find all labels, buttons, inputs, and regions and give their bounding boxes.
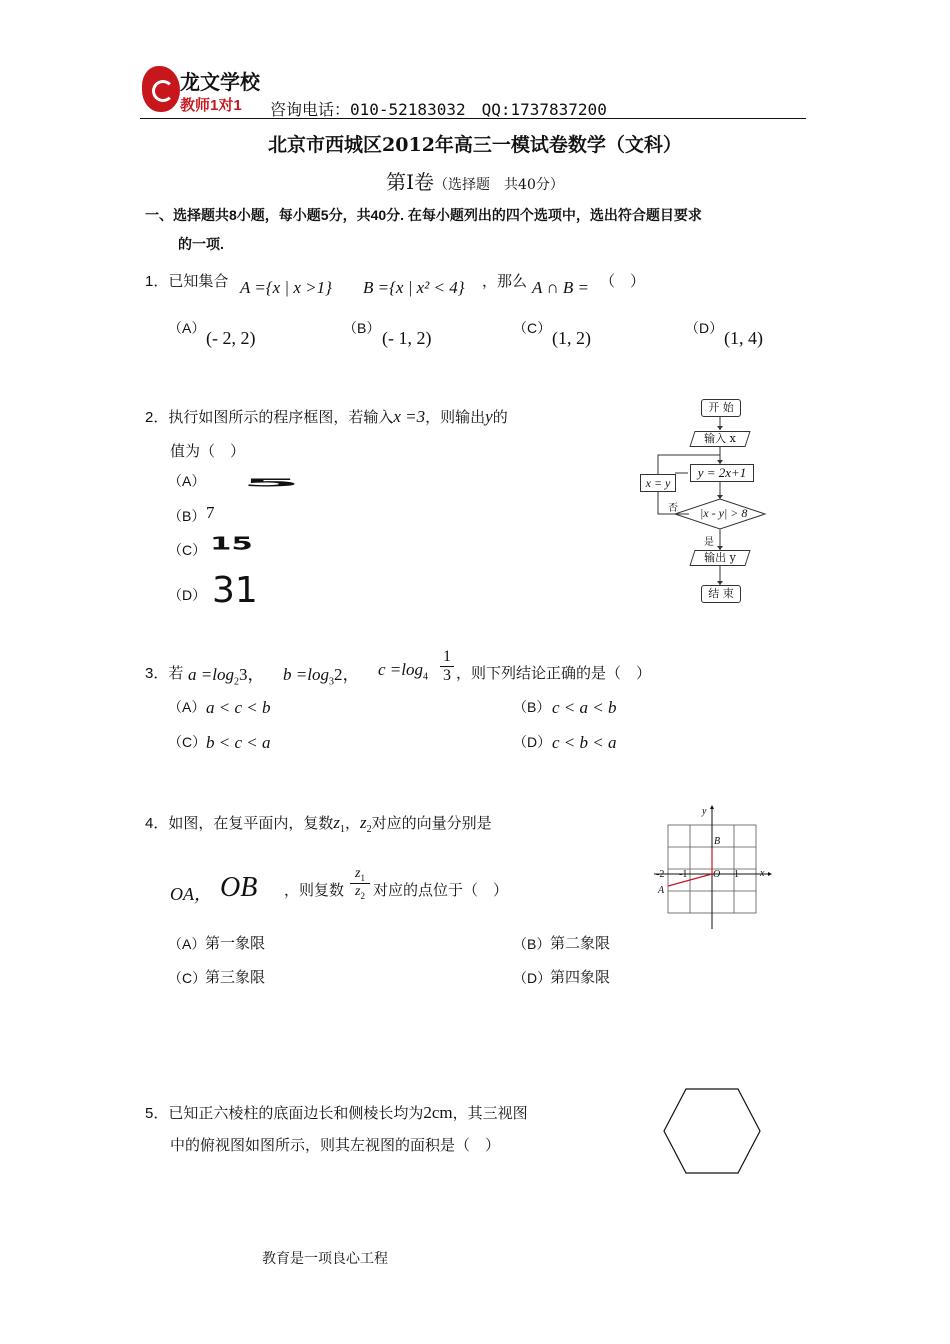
- question-text: ，其三视图: [452, 1104, 528, 1122]
- expr-a: $a =\log_23$，: [188, 665, 265, 688]
- question-3-suffix: ，则下列结论正确的是（ ）: [456, 664, 652, 682]
- option-label-b: （B）: [513, 699, 551, 715]
- question-text: 的: [492, 408, 508, 426]
- question-2-cont: 值为（ ）: [170, 442, 246, 460]
- option-value-c: (1, 2): [552, 328, 591, 348]
- question-number: 3．: [145, 665, 169, 682]
- option-value-b: (- 1, 2): [382, 328, 432, 348]
- axis-x-label: x: [760, 868, 765, 879]
- frac-num-sub: 1: [360, 872, 365, 883]
- question-text-then: ，那么: [482, 272, 528, 290]
- option-label-c: （C）: [513, 320, 552, 336]
- option-label-d: （D）: [168, 587, 207, 603]
- vector-oa: OA，: [170, 884, 212, 904]
- option-label-a: （A）: [168, 320, 206, 336]
- page-title: 北京市西城区2012年高三一模试卷数学（文科）: [268, 134, 682, 156]
- volume-note: （选择题 共40分）: [434, 177, 564, 193]
- option-label-a: （A）: [168, 699, 206, 715]
- option-label-b: （B）: [343, 320, 381, 336]
- vector-ob: OB: [220, 872, 258, 903]
- output-var: y: [485, 407, 493, 426]
- question-text: 如图，在复平面内，复数: [168, 814, 334, 832]
- flowchart-start: 开 始: [701, 399, 741, 417]
- question-1: [145, 270, 228, 291]
- option-value-c: 15: [210, 534, 253, 555]
- option-label-d: （D）: [513, 734, 552, 750]
- var-z2-sub: 2: [366, 824, 372, 835]
- flowchart-assign: x = y: [640, 474, 676, 492]
- point-b-label: B: [714, 836, 721, 847]
- log-b-base: 3: [328, 676, 334, 688]
- option-value-d: (1, 4): [724, 328, 763, 348]
- flowchart-yes-label: 是: [704, 537, 714, 548]
- tick-label: -2: [656, 869, 665, 880]
- question-text: 若: [168, 664, 184, 682]
- origin-label: O: [713, 869, 721, 880]
- flowchart-process: y = 2x+1: [690, 464, 754, 482]
- volume-title: 第Ⅰ卷: [386, 170, 435, 194]
- question-text: 执行如图所示的程序框图，若输入: [168, 408, 394, 426]
- question-text: 已知集合: [168, 272, 229, 290]
- header-divider: [140, 118, 806, 119]
- fraction-denominator: [350, 883, 370, 901]
- contact-info: 咨询电话：010-52183032 QQ:1737837200: [270, 100, 607, 119]
- flowchart-lines: [630, 395, 770, 605]
- log-b: b =log: [283, 665, 329, 684]
- log-a-base: 2: [233, 676, 239, 688]
- tick-label: -1: [679, 869, 688, 880]
- set-b: B ={x | x² < 4}: [363, 278, 465, 297]
- hexagon-top-view: [660, 1085, 764, 1177]
- option-label-c: （C）: [168, 542, 207, 558]
- var-z1: z: [333, 813, 340, 832]
- question-4-text4: 对应的点位于（ ）: [373, 881, 509, 899]
- fraction-c: [440, 648, 454, 685]
- volume-heading: [0, 166, 950, 195]
- option-value-a: 5: [242, 476, 301, 490]
- section-instruction-cont: 的一项.: [178, 236, 224, 252]
- log-c-base: 4: [423, 671, 428, 683]
- footer-text: 教育是一项良心工程: [262, 1251, 388, 1267]
- question-5-cont: 中的俯视图如图所示，则其左视图的面积是（ ）: [170, 1136, 501, 1154]
- fraction-z1-z2: [350, 866, 370, 901]
- option-label-d: （D）: [513, 970, 552, 986]
- option-value-a: a < c < b: [206, 698, 271, 717]
- flowchart-output: 输出 y: [692, 550, 748, 566]
- flowchart-no-label: 否: [668, 503, 678, 514]
- school-name: 龙文学校: [180, 72, 260, 94]
- edge-length: 2cm: [423, 1103, 453, 1122]
- var-z1-sub: 1: [339, 824, 345, 835]
- option-value-b: c < a < b: [552, 698, 617, 717]
- option-value-c: 第三象限: [205, 968, 266, 986]
- option-value-c: b < c < a: [206, 733, 271, 752]
- intersection-expr: A ∩ B =: [532, 278, 589, 297]
- option-value-a: 第一象限: [205, 934, 266, 952]
- answer-blank: （ ）: [600, 272, 646, 290]
- log-a: a =log: [188, 665, 234, 684]
- option-value-d: 第四象限: [550, 968, 611, 986]
- option-value-b: 第二象限: [550, 934, 611, 952]
- question-text: 对应的向量分别是: [371, 814, 492, 832]
- log-a-arg: 3: [238, 665, 248, 684]
- expr-b: $b =\log_32$，: [283, 665, 360, 688]
- option-label-c: （C）: [168, 734, 207, 750]
- flowchart-input: 输入 x: [692, 431, 748, 447]
- fraction-denominator: 3: [440, 666, 454, 685]
- option-value-b: 7: [206, 503, 215, 522]
- vector-oa-label: OA: [170, 884, 194, 904]
- fraction-numerator: [350, 866, 370, 883]
- question-3: [145, 662, 183, 683]
- school-logo-icon: [142, 66, 180, 112]
- flowchart-end: 结 束: [701, 585, 741, 603]
- expr-c: [378, 660, 428, 682]
- question-5: [145, 1102, 528, 1123]
- question-number: 1．: [145, 273, 169, 290]
- question-number: 2．: [145, 409, 169, 426]
- fraction-numerator: 1: [443, 648, 451, 665]
- question-number: 4．: [145, 815, 169, 832]
- flowchart-condition: |x - y| > 8: [700, 506, 748, 520]
- point-a-label: A: [658, 885, 665, 896]
- option-label-a: （A）: [168, 936, 206, 952]
- frac-den-sub: 2: [360, 890, 365, 901]
- set-a: A ={x | x >1}: [240, 278, 332, 297]
- option-value-d: c < b < a: [552, 733, 617, 752]
- question-4: 4．如图，在复平面内，复数$z_1$，$z_2$对应的向量分别是: [145, 813, 492, 835]
- question-text: ，则输出: [425, 408, 486, 426]
- question-2: [145, 406, 508, 427]
- option-label-b: （B）: [513, 936, 551, 952]
- option-label-b: （B）: [168, 508, 206, 524]
- frac-den-var: z: [355, 883, 361, 899]
- school-slogan: 教师1对1: [180, 97, 242, 114]
- axis-y-label: y: [702, 806, 707, 817]
- option-value-a: (- 2, 2): [206, 328, 256, 348]
- question-text: 已知正六棱柱的底面边长和侧棱长均为: [168, 1104, 424, 1122]
- option-label-d: （D）: [685, 320, 724, 336]
- log-b-arg: 2: [333, 665, 343, 684]
- var-z2: z: [360, 813, 367, 832]
- input-value: x =3: [393, 407, 426, 426]
- option-value-d: 31: [212, 570, 258, 611]
- question-number: 5．: [145, 1105, 169, 1122]
- option-label-c: （C）: [168, 970, 207, 986]
- tick-label: 1: [734, 869, 739, 880]
- option-label-a: （A）: [168, 473, 206, 489]
- section-instruction: 一、选择题共8小题，每小题5分，共40分. 在每小题列出的四个选项中，选出符合题目要求: [145, 207, 702, 223]
- frac-num-var: z: [355, 866, 361, 881]
- log-c: c =log: [378, 660, 423, 679]
- question-4-text3: ，则复数: [284, 881, 345, 899]
